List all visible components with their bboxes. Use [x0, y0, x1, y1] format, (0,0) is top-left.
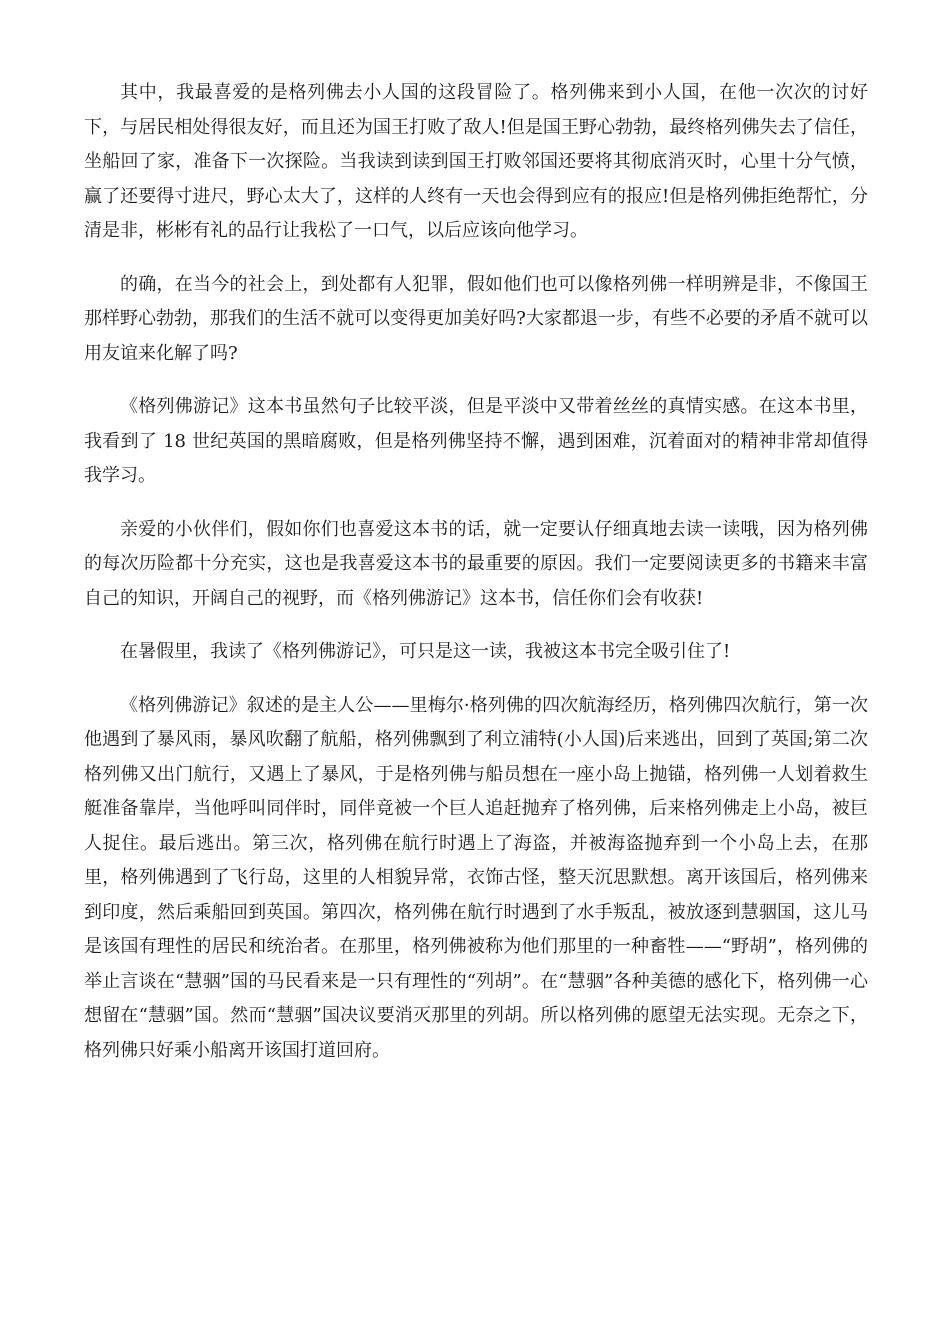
document-page	[84, 76, 868, 1087]
paragraph-4: 亲爱的小伙伴们，假如你们也喜爱这本书的话，就一定要认仔细真地去读一读哦，因为格列佛的每次历险都十分充实，这也是我喜爱这本书的最重要的原因。我们一定要阅读更多的书籍来丰富自己的知识，开阔自己的视野，而《格列佛游记》这本书，信任你们会有收获!	[84, 518, 868, 609]
paragraph-3: 《格列佛游记》这本书虽然句子比较平淡，但是平淡中又带着丝丝的真情实感。在这本书里，我看到了 18 世纪英国的黑暗腐败，但是格列佛坚持不懈，遇到困难，沉着面对的精神非常却值得我学习。	[84, 396, 868, 486]
paragraph-2: 的确，在当今的社会上，到处都有人犯罪，假如他们也可以像格列佛一样明辨是非，不像国王那样野心勃勃，那我们的生活不就可以变得更加美好吗?大家都退一步，有些不必要的矛盾不就可以用友谊来化解了吗?	[84, 273, 868, 364]
paragraph-5: 在暑假里，我读了《格列佛游记》，可只是这一读，我被这本书完全吸引住了!	[120, 641, 731, 662]
paragraph-6: 《格列佛游记》叙述的是主人公——里梅尔·格列佛的四次航海经历，格列佛四次航行，第一次他遇到了暴风雨，暴风吹翻了航船，格列佛飘到了利立浦特(小人国)后来逃出，回到了英国;第二次格列佛又出门航行，又遇上了暴风，于是格列佛与船员想在一座小岛上抛锚，格列佛一人划着救生艇准备靠岸，当他呼叫同伴时，同伴竟被一个巨人追赶抛弃了格列佛，后来格列佛走上小岛，被巨人捉住。最后逃出。第三次，格列佛在航行时遇上了海盗，并被海盗抛弃到一个小岛上去，在那里，格列佛遇到了飞行岛，这里的人相貌异常，衣饰古怪，整天沉思默想。离开该国后，格列佛来到印度，然后乘船回到英国。第四次，格列佛在航行时遇到了水手叛乱，被放逐到慧骃国，这儿马是该国有理性的居民和统治者。在那里，格列佛被称为他们那里的一种畜牲——“野胡”，格列佛的举止言谈在“慧骃”国的马民看来是一只有理性的“列胡”。在“慧骃”各种美德的感化下，格列佛一心想留在“慧骃”国。然而“慧骃”国决议要消灭那里的列胡。所以格列佛的愿望无法实现。无奈之下，格列佛只好乘小船离开该国打道回府。	[84, 694, 868, 1061]
paragraph-1: 其中，我最喜爱的是格列佛去小人国的这段冒险了。格列佛来到小人国，在他一次次的讨好下，与居民相处得很友好，而且还为国王打败了敌人!但是国王野心勃勃，最终格列佛失去了信任，坐船回了家，准备下一次探险。当我读到读到国王打败邻国还要将其彻底消灭时，心里十分气愤，赢了还要得寸进尺，野心太大了，这样的人终有一天也会得到应有的报应!但是格列佛拒绝帮忙，分清是非，彬彬有礼的品行让我松了一口气，以后应该向他学习。	[84, 82, 868, 241]
